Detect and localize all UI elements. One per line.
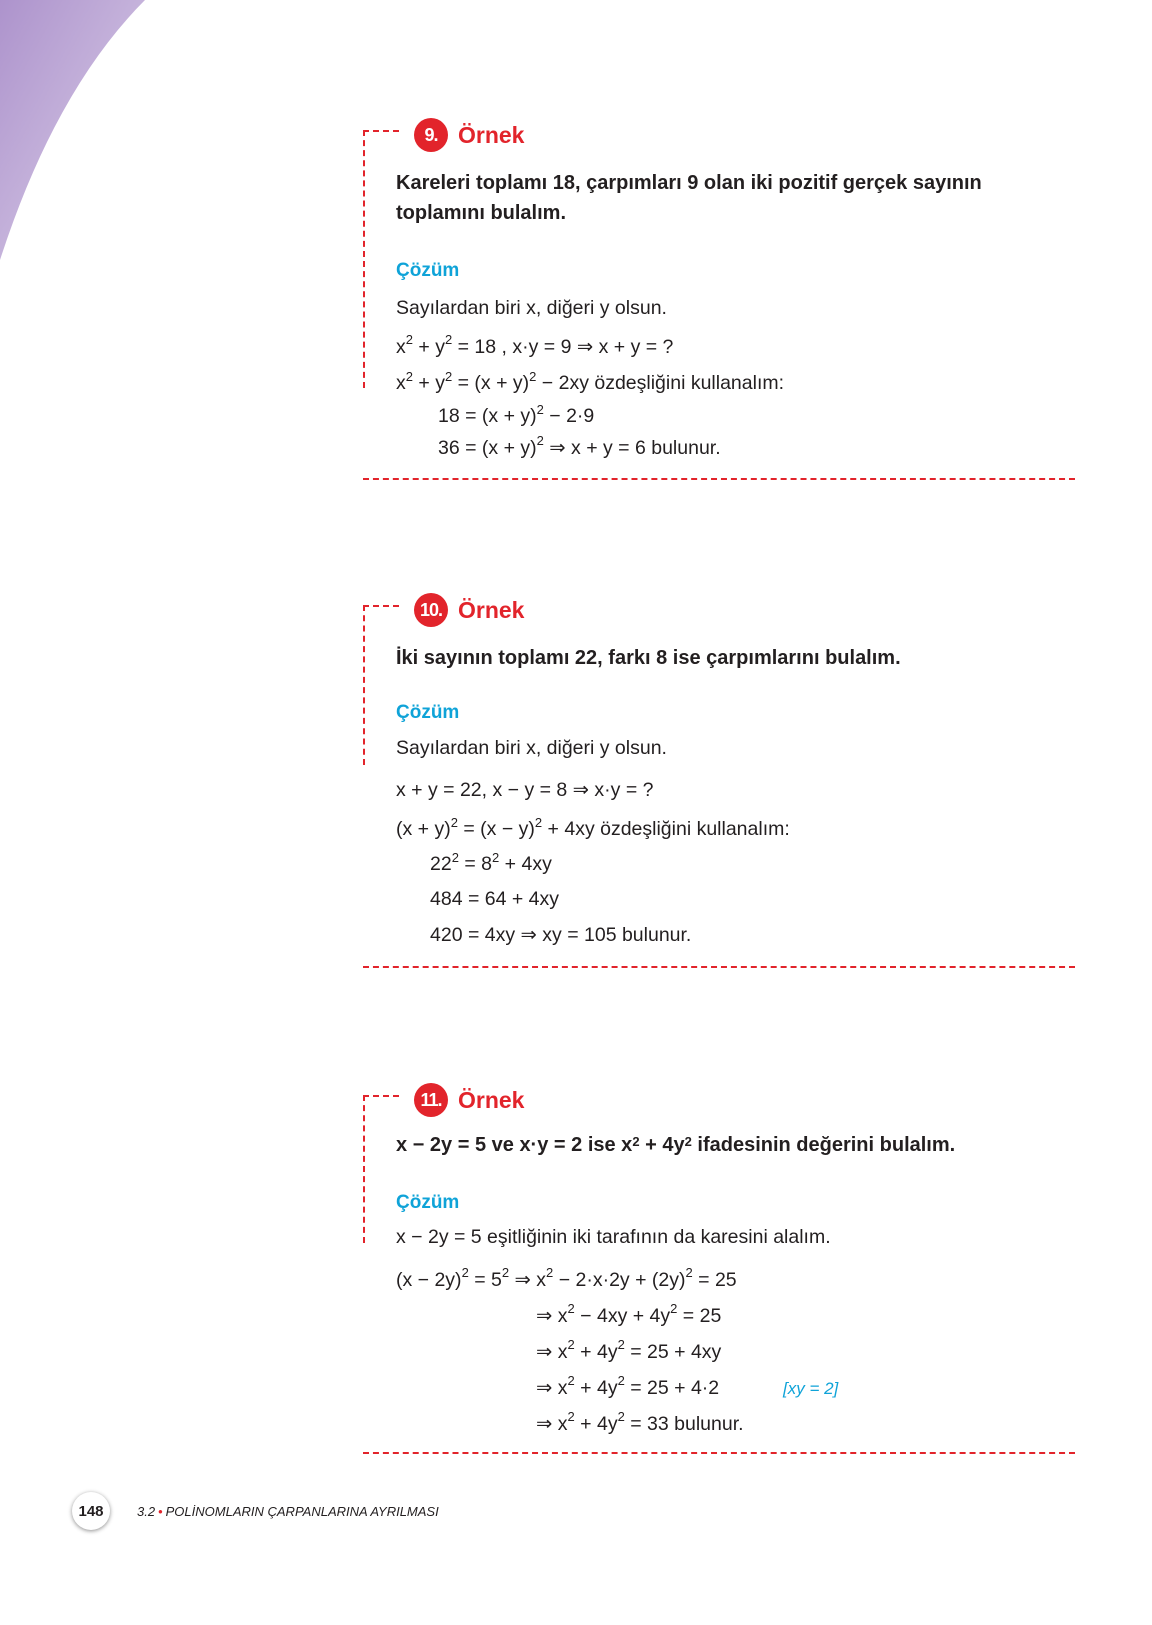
example-number-badge: 11. — [414, 1083, 448, 1117]
exponent: 2 — [405, 369, 413, 384]
exponent: 2 — [617, 1409, 625, 1424]
solution-line: Sayılardan biri x, diğeri y olsun. — [396, 737, 667, 759]
solution-label: Çözüm — [396, 702, 460, 723]
exponent: 2 — [529, 369, 537, 384]
solution-line: x + y = 22, x − y = 8 ⇒ x·y = ? — [396, 779, 654, 801]
exponent: 2 — [567, 1337, 575, 1352]
solution-line: $(x + y)^2 = (x - y)^2 + 4xy$ özdeşliğini kullanalım: — [396, 815, 790, 840]
exponent: 2 — [534, 815, 543, 830]
page-number: 148 — [72, 1492, 110, 1530]
exponent: 2 — [501, 1265, 510, 1280]
section-number: 3.2 — [137, 1504, 156, 1519]
solution-label: Çözüm — [396, 1192, 460, 1213]
exponent: 2 — [461, 1265, 469, 1280]
example-9 — [378, 110, 1088, 485]
solution-line: Sayılardan biri x, diğeri y olsun. — [396, 297, 667, 319]
exponent: 2 — [567, 1373, 575, 1388]
example-number-badge: 10. — [414, 593, 448, 627]
solution-line: ⇒ $x^2 - 4xy + 4y^2 = 25$ — [536, 1301, 722, 1327]
exponent: 2 — [451, 850, 459, 865]
exponent: 2 — [405, 332, 413, 347]
exponent: 2 — [492, 850, 500, 865]
exponent: 2 — [684, 1134, 692, 1149]
exponent: 2 — [450, 815, 458, 830]
example-label: Örnek — [458, 597, 525, 623]
side-note: [xy = 2] — [783, 1379, 839, 1398]
chapter-title: POLİNOMLARIN ÇARPANLARINA AYRILMASI — [165, 1504, 439, 1519]
question-text: x − 2y = 5 ve x·y = 2 ise $x^2 + 4y^2$ ifadesinin değerini bulalım. — [396, 1134, 956, 1156]
example-number-badge: 9. — [414, 118, 448, 152]
solution-line: x − 2y = 5 eşitliğinin iki tarafının da karesini alalım. — [396, 1226, 831, 1248]
exponent: 2 — [567, 1301, 575, 1316]
exponent: 2 — [617, 1337, 625, 1352]
solution-line: 420 = 4xy ⇒ xy = 105 bulunur. — [430, 924, 692, 946]
exponent: 2 — [444, 369, 453, 384]
exponent: 2 — [670, 1301, 678, 1316]
solution-line: $(x - 2y)^2 = 5^2$ ⇒ $x^2 - 2\cdot x\cdot 2y + (2y)^2 = 25$ — [396, 1265, 737, 1291]
exponent: 2 — [546, 1265, 554, 1280]
exponent: 2 — [632, 1134, 640, 1149]
solution-line: $36 = (x + y)^2$ ⇒ x + y = 6 bulunur. — [438, 433, 721, 459]
solution-line: $22^2 = 8^2 + 4xy$ — [430, 850, 552, 875]
question-text: Kareleri toplamı 18, çarpımları 9 olan iki pozitif gerçek sayının toplamını bulalım. — [396, 172, 982, 224]
solution-label: Çözüm — [396, 260, 460, 281]
question-text: İki sayının toplamı 22, farkı 8 ise çarpımlarını bulalım. — [396, 647, 901, 669]
example-label: Örnek — [458, 1087, 525, 1113]
exponent: 2 — [444, 332, 453, 347]
chapter-footer — [137, 1504, 439, 1519]
solution-line: 484 = 64 + 4xy — [430, 888, 560, 910]
exponent: 2 — [536, 402, 544, 417]
solution-line: ⇒ $x^2 + 4y^2 = 25 + 4\cdot 2$ — [536, 1373, 720, 1399]
exponent: 2 — [536, 433, 544, 448]
example-10 — [378, 585, 1088, 975]
solution-line: $x^2 + y^2 = 18$ , x·y = 9 ⇒ x + y = ? — [396, 332, 674, 358]
bullet-icon: • — [158, 1504, 163, 1519]
example-bottom-rule — [363, 966, 1075, 968]
example-label: Örnek — [458, 122, 525, 148]
example-bottom-rule — [363, 1452, 1075, 1454]
example-bottom-rule — [363, 478, 1075, 480]
solution-line: $x^2 + y^2 = (x + y)^2 - 2xy$ özdeşliğini kullanalım: — [396, 369, 785, 394]
example-11 — [378, 1075, 1088, 1465]
exponent: 2 — [617, 1373, 625, 1388]
exponent: 2 — [685, 1265, 693, 1280]
corner-decoration — [0, 0, 160, 270]
solution-line: ⇒ $x^2 + 4y^2 = 33$ bulunur. — [536, 1409, 744, 1435]
solution-line: ⇒ $x^2 + 4y^2 = 25 + 4xy$ — [536, 1337, 722, 1363]
exponent: 2 — [567, 1409, 575, 1424]
solution-line: $18 = (x + y)^2 - 2\cdot 9$ — [438, 402, 595, 427]
